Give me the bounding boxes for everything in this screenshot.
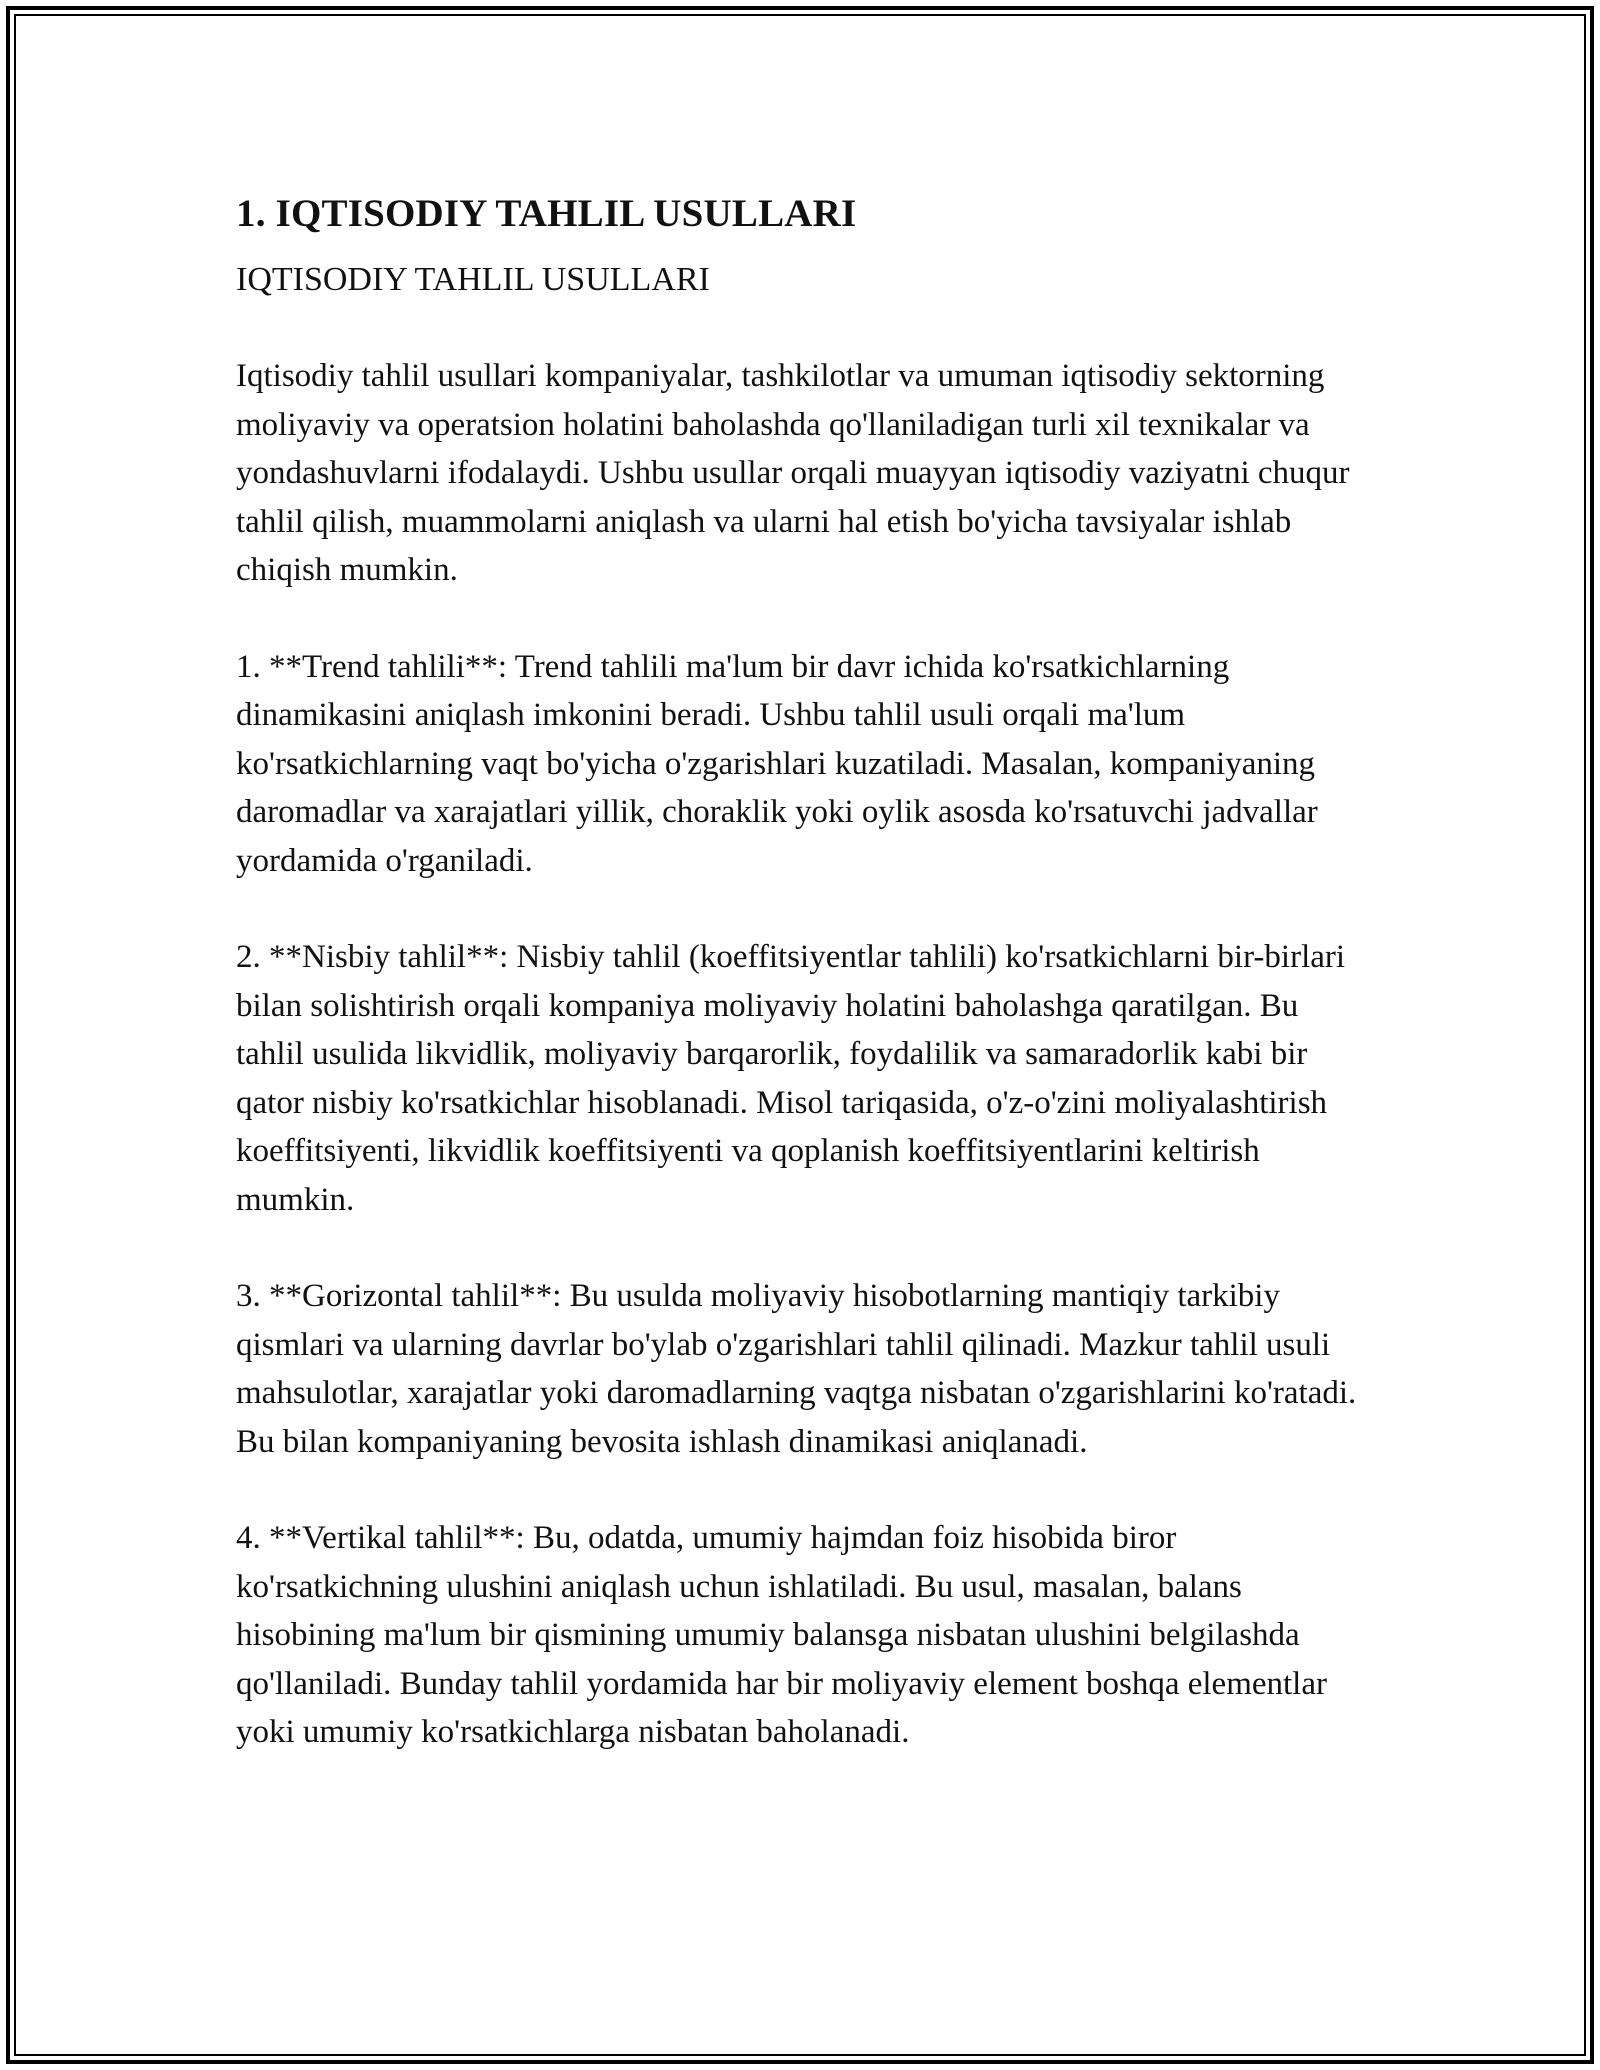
paragraph-horizontal-analysis: 3. **Gorizontal tahlil**: Bu usulda moliyaviy hisobotlarning mantiqiy tarkibiy qismlari va ularning davrlar bo'ylab o'zgarishlari tahlil qilinadi. Mazkur tahlil usuli mahsulotlar, xarajatlar yoki daromadlarning vaqtga nisbatan o'zgarishlarini ko'ratadi. Bu bilan kompaniyaning bevosita ishlash dinamikasi aniqlanadi. [236,1278,1357,1460]
document-subtitle: IQTISODIY TAHLIL USULLARI [236,261,710,298]
document-title: 1. IQTISODIY TAHLIL USULLARI [236,192,857,235]
paragraph-trend-analysis: 1. **Trend tahlili**: Trend tahlili ma'lum bir davr ichida ko'rsatkichlarning dinamikasini aniqlash imkonini beradi. Ushbu tahlil usuli orqali ma'lum ko'rsatkichlarning vaqt bo'yicha o'zgarishlari kuzatiladi. Masalan, kompaniyaning daromadlar va xarajatlari yillik, choraklik yoki oylik asosda ko'rsatuvchi jadvallar yordamida o'rganiladi. [236,648,1318,879]
intro-paragraph: Iqtisodiy tahlil usullari kompaniyalar, tashkilotlar va umuman iqtisodiy sektorning moliyaviy va operatsion holatini baholashda qo'llaniladigan turli xil texnikalar va yondashuvlarni ifodalaydi. Ushbu usullar orqali muayyan iqtisodiy vaziyatni chuqur tahlil qilish, muammolarni aniqlash va ularni hal etish bo'yicha tavsiyalar ishlab chiqish mumkin. [236,358,1350,588]
paragraph-ratio-analysis: 2. **Nisbiy tahlil**: Nisbiy tahlil (koeffitsiyentlar tahlili) ko'rsatkichlarni bir-birlari bilan solishtirish orqali kompaniya moliyaviy holatini baholashga qaratilgan. Bu tahlil usulida likvidlik, moliyaviy barqarorlik, foydalilik va samaradorlik kabi bir qator nisbiy ko'rsatkichlar hisoblanadi. Misol tariqasida, o'z-o'zini moliyalashtirish koeffitsiyenti, likvidlik koeffitsiyenti va qoplanish koeffitsiyentlarini keltirish mumkin. [236,939,1346,1218]
paragraph-vertical-analysis: 4. **Vertikal tahlil**: Bu, odatda, umumiy hajmdan foiz hisobida biror ko'rsatkichning ulushini aniqlash uchun ishlatiladi. Bu usul, masalan, balans hisobining ma'lum bir qismining umumiy balansga nisbatan ulushini belgilashda qo'llaniladi. Bunday tahlil yordamida har bir moliyaviy element boshqa elementlar yoki umumiy ko'rsatkichlarga nisbatan baholanadi. [236,1520,1327,1750]
document-body [236,186,1366,1757]
